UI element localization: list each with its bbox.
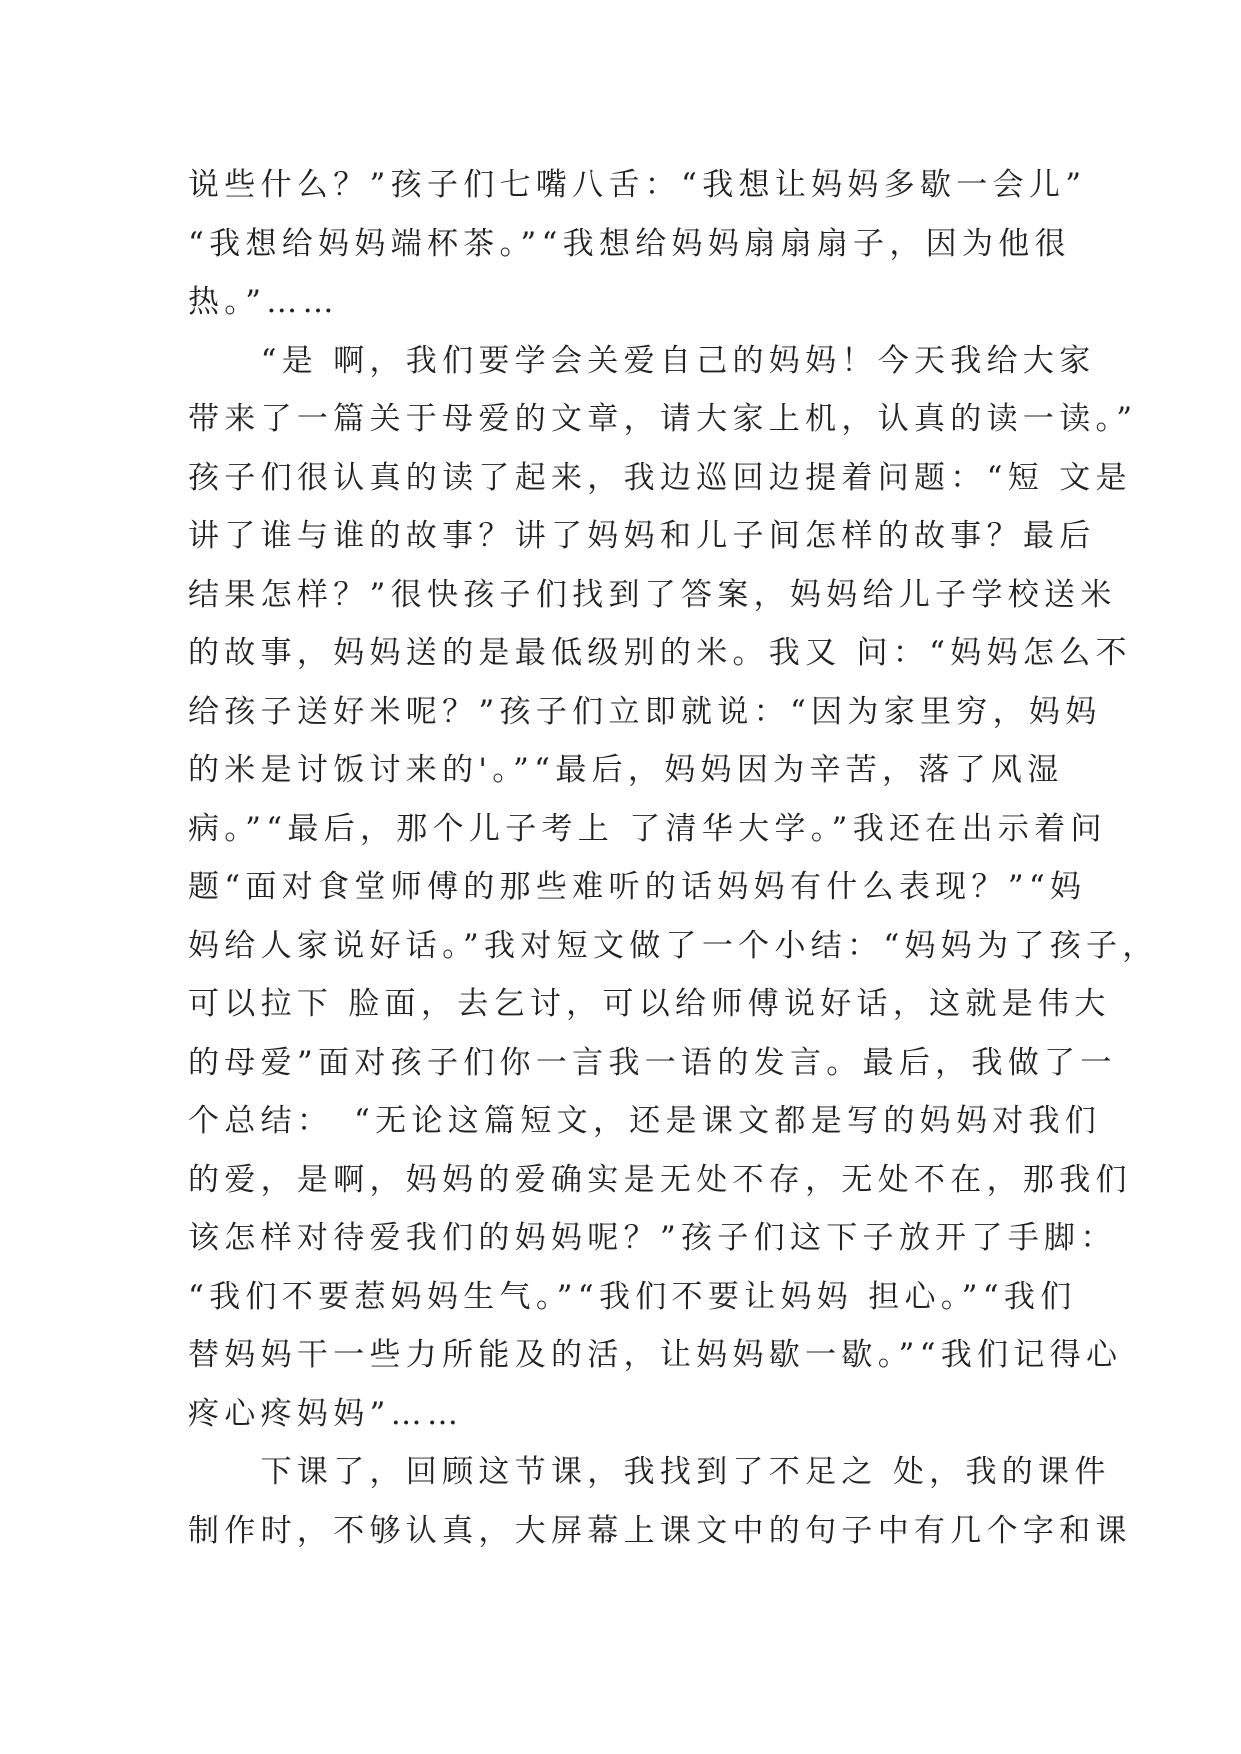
text-line: 个总结： “无论这篇短文，还是课文都是写的妈妈对我们: [188, 1103, 1102, 1139]
text-line: 给孩子送好米呢？”孩子们立即就说：“因为家里穷，妈妈: [188, 693, 1102, 730]
text-line: 的米是讨饭讨来的'。”“最后，妈妈因为辛苦，落了风湿: [188, 752, 1064, 788]
text-line: 替妈妈干一些力所能及的活，让妈妈歇一歇。”“我们记得心: [188, 1337, 1123, 1373]
text-line: 的爱，是啊，妈妈的爱确实是无处不存，无处不在，那我们: [188, 1161, 1132, 1198]
text-line: 讲了谁与谁的故事？讲了妈妈和儿子间怎样的故事？最后: [188, 518, 1096, 554]
text-line: 该怎样对待爱我们的妈妈呢？”孩子们这下子放开了手脚：: [188, 1220, 1117, 1256]
text-line: 结果怎样？”很快孩子们找到了答案，妈妈给儿子学校送米: [188, 576, 1117, 613]
text-line: 下课了，回顾这节课，我找到了不足之 处，我的课件: [188, 1454, 1111, 1490]
text-line: 的母爱”面对孩子们你一言我一语的发言。最后，我做了一: [188, 1044, 1117, 1081]
text-line: 带来了一篇关于母爱的文章，请大家上机，认真的读一读。”: [188, 401, 1138, 437]
text-line: 病。”“最后，那个儿子考上 了清华大学。”我还在出示着问: [188, 810, 1107, 847]
text-line: 题“面对食堂师傅的那些难听的话妈妈有什么表现？”“妈: [188, 869, 1087, 905]
text-line: 疼心疼妈妈”……: [188, 1395, 464, 1432]
text-line: 制作时，不够认真，大屏幕上课文中的句子中有几个字和课: [188, 1512, 1132, 1549]
text-line: 可以拉下 脸面，去乞讨，可以给师傅说好话，这就是伟大: [188, 986, 1111, 1022]
text-line: “我们不要惹妈妈生气。”“我们不要让妈妈 担心。”“我们: [188, 1278, 1077, 1315]
text-line: 妈给人家说好话。”我对短文做了一个小结：“妈妈为了孩子，: [188, 927, 1159, 964]
text-line: “是 啊，我们要学会关爱自己的妈妈！今天我给大家: [188, 342, 1096, 379]
text-line: 热。”……: [188, 284, 339, 320]
body-text: [188, 156, 1159, 1560]
text-line: “我想给妈妈端杯茶。”“我想给妈妈扇扇扇子，因为他很: [188, 225, 1071, 262]
text-line: 说些什么？”孩子们七嘴八舌：“我想让妈妈多歇一会儿”: [188, 167, 1087, 203]
text-line: 的故事，妈妈送的是最低级别的米。我又 问：“妈妈怎么不: [188, 635, 1132, 671]
text-line: 孩子们很认真的读了起来，我边巡回边提着问题：“短 文是: [188, 459, 1132, 496]
